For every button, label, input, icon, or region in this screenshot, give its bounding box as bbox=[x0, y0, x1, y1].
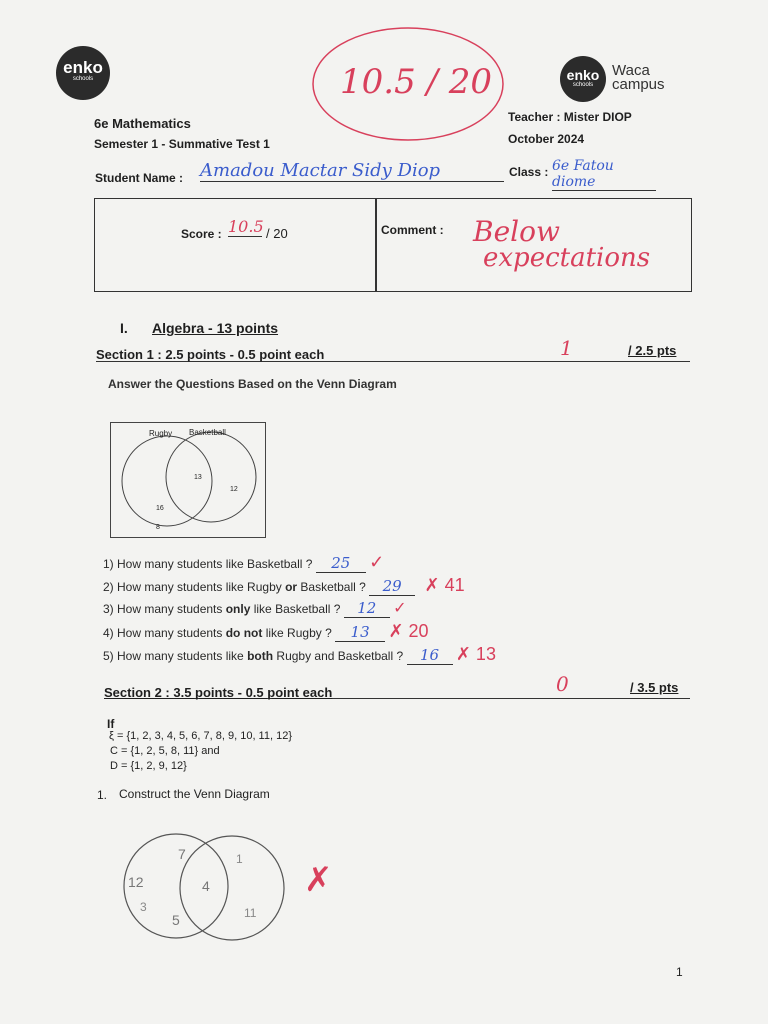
section1-instruction: Answer the Questions Based on the Venn Diagram bbox=[108, 377, 397, 391]
student-venn-number: 1 bbox=[236, 852, 243, 866]
question-2-text-end: Basketball ? bbox=[297, 580, 366, 594]
question-3-text: 3) How many students bbox=[103, 602, 226, 616]
enko-logo-right bbox=[560, 56, 606, 102]
question-2-text: 2) How many students like Rugby bbox=[103, 580, 286, 594]
venn-value-only-a: 16 bbox=[156, 505, 164, 512]
class-label: Class : bbox=[509, 165, 549, 179]
enko-logo-text: enko bbox=[63, 58, 103, 77]
enko-logo-left bbox=[56, 46, 110, 100]
student-venn-number: 12 bbox=[128, 874, 144, 890]
student-venn-number: 3 bbox=[140, 900, 147, 914]
student-venn-number: 11 bbox=[244, 906, 257, 920]
student-name-label: Student Name : bbox=[95, 171, 184, 185]
task-number: 1. bbox=[97, 788, 108, 802]
venn-value-only-b: 12 bbox=[230, 486, 238, 493]
score-total: / 20 bbox=[266, 226, 288, 241]
section1-mark: 1 bbox=[560, 336, 573, 360]
page-number: 1 bbox=[676, 965, 683, 979]
question-5-text: 5) How many students like bbox=[103, 649, 248, 663]
question-2 bbox=[103, 575, 465, 596]
student-venn-number: 4 bbox=[202, 878, 210, 894]
course-title: 6e Mathematics bbox=[94, 116, 191, 131]
venn-value-outside: 8 bbox=[156, 524, 160, 531]
drawing-wrong-mark: ✗ bbox=[304, 861, 333, 899]
venn-label-basketball: Basketball bbox=[189, 428, 226, 437]
question-1-answer: 25 bbox=[316, 554, 366, 573]
question-4 bbox=[103, 621, 429, 642]
question-3-mark: ✓ bbox=[393, 600, 407, 617]
venn-label-rugby: Rugby bbox=[149, 429, 173, 438]
question-3-text-end: like Basketball ? bbox=[250, 602, 341, 616]
question-4-answer: 13 bbox=[335, 623, 385, 642]
question-4-text-end: like Rugby ? bbox=[262, 626, 332, 640]
section2-if: If bbox=[107, 717, 115, 731]
score-label: Score : bbox=[181, 227, 222, 241]
question-3 bbox=[103, 598, 407, 618]
part-numeral: I. bbox=[120, 320, 128, 336]
enko-logo-right-sub: schools bbox=[572, 82, 594, 88]
question-2-mark: ✗ 41 bbox=[424, 575, 465, 595]
comment-line1: Below bbox=[473, 215, 560, 248]
class-value: 6e Fatou diome bbox=[552, 158, 656, 191]
question-2-answer: 29 bbox=[369, 577, 415, 596]
venn-circles bbox=[111, 423, 265, 537]
box-divider bbox=[375, 199, 377, 291]
question-2-emphasis: or bbox=[285, 580, 298, 594]
enko-logo-sub: schools bbox=[72, 76, 94, 82]
question-4-mark: ✗ 20 bbox=[388, 621, 429, 641]
set-c: C = {1, 2, 5, 8, 11} and bbox=[110, 745, 220, 757]
task-text: Construct the Venn Diagram bbox=[119, 787, 270, 801]
question-1 bbox=[103, 552, 384, 573]
enko-logo-right-text: enko bbox=[566, 67, 600, 83]
question-4-text: 4) How many students bbox=[103, 626, 226, 640]
venn-diagram-box bbox=[110, 422, 266, 538]
enko-waca-logo bbox=[560, 56, 690, 104]
section2-title: Section 2 : 3.5 points - 0.5 point each bbox=[104, 685, 333, 700]
test-date: October 2024 bbox=[508, 132, 585, 146]
universal-set: ξ = {1, 2, 3, 4, 5, 6, 7, 8, 9, 10, 11, 12} bbox=[109, 730, 292, 742]
venn-value-both: 13 bbox=[194, 474, 202, 481]
question-5-answer: 16 bbox=[407, 646, 453, 665]
score-value: 10.5 bbox=[228, 217, 264, 236]
student-name-value: Amadou Mactar Sidy Diop bbox=[200, 160, 504, 182]
question-3-answer: 12 bbox=[344, 599, 390, 618]
section1-total: / 2.5 pts bbox=[628, 343, 677, 358]
question-5-mark: ✗ 13 bbox=[455, 644, 496, 664]
question-5-text-end: Rugby and Basketball ? bbox=[273, 649, 404, 663]
question-1-mark: ✓ bbox=[369, 552, 385, 572]
set-d: D = {1, 2, 9, 12} bbox=[110, 760, 187, 772]
comment-label: Comment : bbox=[381, 223, 444, 237]
campus-text: campus bbox=[612, 76, 665, 93]
part-title: Algebra - 13 points bbox=[152, 320, 279, 336]
comment-line2: expectations bbox=[483, 243, 651, 273]
semester-title: Semester 1 - Summative Test 1 bbox=[94, 137, 270, 151]
total-grade: 10.5 / 20 bbox=[340, 62, 493, 102]
question-5 bbox=[103, 644, 496, 665]
student-venn-number: 7 bbox=[178, 846, 186, 862]
section1-title: Section 1 : 2.5 points - 0.5 point each bbox=[96, 347, 325, 362]
student-venn-number: 5 bbox=[172, 912, 180, 928]
question-4-emphasis: do not bbox=[225, 626, 263, 640]
waca-text: Waca bbox=[612, 62, 650, 79]
teacher-name: Teacher : Mister DIOP bbox=[508, 110, 632, 124]
section2-total: / 3.5 pts bbox=[630, 680, 679, 695]
score-comment-box bbox=[94, 198, 692, 292]
question-5-emphasis: both bbox=[247, 649, 274, 663]
question-1-text: 1) How many students like Basketball ? bbox=[103, 557, 313, 571]
section2-mark: 0 bbox=[556, 672, 569, 696]
question-3-emphasis: only bbox=[225, 602, 251, 616]
